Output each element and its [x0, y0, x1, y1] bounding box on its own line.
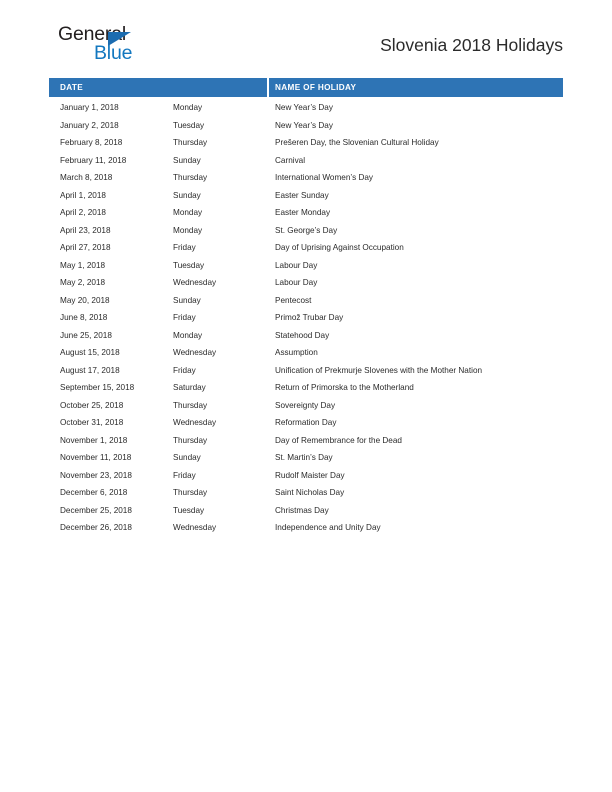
cell-date: April 2, 2018 [60, 208, 106, 217]
cell-date: February 11, 2018 [60, 155, 127, 165]
cell-date: April 27, 2018 [60, 243, 111, 252]
cell-date: June 25, 2018 [60, 330, 112, 340]
cell-date: January 2, 2018 [60, 120, 119, 130]
cell-holiday-name: Pentecost [275, 295, 312, 305]
cell-weekday: Friday [173, 243, 196, 252]
cell-holiday-name: Statehood Day [275, 330, 330, 340]
table-row [49, 309, 563, 327]
cell-holiday-name: Primož Trubar Day [275, 313, 344, 322]
table-row [49, 152, 563, 170]
cell-holiday-name: Unification of Prekmurje Slovenes with the Mother Nation [275, 365, 483, 375]
cell-weekday: Sunday [173, 155, 201, 165]
table-body [49, 97, 563, 537]
cell-weekday: Wednesday [173, 418, 217, 427]
cell-weekday: Monday [173, 225, 203, 235]
table-row [49, 344, 563, 362]
cell-date: September 15, 2018 [60, 383, 135, 392]
cell-holiday-name: New Year’s Day [275, 103, 333, 112]
cell-holiday-name: Assumption [275, 348, 318, 357]
table-header-row [49, 78, 563, 97]
table-row [49, 449, 563, 467]
table-row [49, 169, 563, 187]
cell-date: December 25, 2018 [60, 505, 132, 515]
cell-date: March 8, 2018 [60, 173, 113, 182]
cell-date: June 8, 2018 [60, 313, 108, 322]
table-row [49, 239, 563, 257]
table-row [49, 134, 563, 152]
table-row [49, 257, 563, 275]
cell-holiday-name: Labour Day [275, 278, 318, 287]
cell-date: November 1, 2018 [60, 435, 128, 445]
cell-date: October 25, 2018 [60, 400, 124, 410]
cell-weekday: Thursday [173, 400, 208, 410]
cell-holiday-name: Christmas Day [275, 505, 329, 515]
cell-holiday-name: St. Martin’s Day [275, 453, 333, 462]
document-header [49, 22, 563, 68]
cell-weekday: Wednesday [173, 278, 217, 287]
cell-weekday: Thursday [173, 435, 208, 445]
cell-weekday: Sunday [173, 190, 201, 200]
cell-weekday: Monday [173, 208, 203, 217]
table-row [49, 379, 563, 397]
cell-date: May 20, 2018 [60, 295, 110, 305]
cell-date: December 26, 2018 [60, 523, 132, 532]
cell-weekday: Tuesday [173, 120, 205, 130]
cell-weekday: Wednesday [173, 348, 217, 357]
table-row [49, 502, 563, 520]
cell-holiday-name: Return of Primorska to the Motherland [275, 383, 414, 392]
cell-weekday: Thursday [173, 173, 208, 182]
cell-holiday-name: International Women’s Day [275, 173, 373, 182]
cell-weekday: Monday [173, 103, 203, 112]
cell-weekday: Friday [173, 365, 196, 375]
table-row [49, 484, 563, 502]
cell-weekday: Sunday [173, 295, 201, 305]
cell-holiday-name: Easter Sunday [275, 190, 329, 200]
cell-holiday-name: Sovereignty Day [275, 400, 336, 410]
logo-word-blue: Blue [94, 42, 133, 64]
table-row [49, 414, 563, 432]
cell-date: May 2, 2018 [60, 278, 106, 287]
cell-holiday-name: Carnival [275, 155, 306, 165]
column-header-name-of-holiday: NAME OF HOLIDAY [275, 83, 357, 92]
table-row [49, 274, 563, 292]
cell-weekday: Tuesday [173, 260, 205, 270]
cell-holiday-name: St. George’s Day [275, 225, 338, 235]
cell-holiday-name: Saint Nicholas Day [275, 488, 345, 497]
cell-holiday-name: Labour Day [275, 260, 318, 270]
cell-weekday: Friday [173, 470, 196, 480]
table-row [49, 292, 563, 310]
cell-holiday-name: Rudolf Maister Day [275, 470, 345, 480]
cell-holiday-name: New Year’s Day [275, 120, 333, 130]
cell-holiday-name: Day of Remembrance for the Dead [275, 435, 402, 445]
table-row [49, 467, 563, 485]
table-row [49, 117, 563, 135]
page-title: Slovenia 2018 Holidays [380, 35, 563, 55]
cell-weekday: Saturday [173, 383, 206, 392]
cell-holiday-name: Independence and Unity Day [275, 523, 381, 532]
cell-holiday-name: Prešeren Day, the Slovenian Cultural Holiday [275, 138, 439, 147]
table-row [49, 397, 563, 415]
logo-word-general: General [58, 23, 126, 45]
table-row [49, 204, 563, 222]
cell-date: November 11, 2018 [60, 453, 132, 462]
column-header-date: DATE [49, 78, 269, 97]
cell-date: November 23, 2018 [60, 470, 132, 480]
table-row [49, 187, 563, 205]
cell-weekday: Monday [173, 330, 203, 340]
cell-weekday: Wednesday [173, 523, 217, 532]
cell-weekday: Thursday [173, 488, 208, 497]
cell-weekday: Thursday [173, 138, 208, 147]
cell-date: January 1, 2018 [60, 103, 119, 112]
holidays-table [49, 78, 563, 537]
table-row [49, 327, 563, 345]
cell-date: May 1, 2018 [60, 260, 106, 270]
cell-date: April 23, 2018 [60, 225, 111, 235]
cell-holiday-name: Reformation Day [275, 418, 337, 427]
cell-date: December 6, 2018 [60, 488, 128, 497]
cell-date: April 1, 2018 [60, 190, 106, 200]
cell-date: August 17, 2018 [60, 365, 120, 375]
cell-weekday: Tuesday [173, 505, 205, 515]
general-blue-logo[interactable] [49, 22, 249, 68]
table-row [49, 222, 563, 240]
cell-date: October 31, 2018 [60, 418, 124, 427]
cell-date: August 15, 2018 [60, 348, 120, 357]
cell-weekday: Friday [173, 313, 196, 322]
table-row [49, 432, 563, 450]
cell-holiday-name: Day of Uprising Against Occupation [275, 243, 404, 252]
table-row [49, 362, 563, 380]
cell-holiday-name: Easter Monday [275, 208, 331, 217]
cell-weekday: Sunday [173, 453, 201, 462]
table-row [49, 99, 563, 117]
table-row [49, 519, 563, 537]
cell-date: February 8, 2018 [60, 138, 123, 147]
